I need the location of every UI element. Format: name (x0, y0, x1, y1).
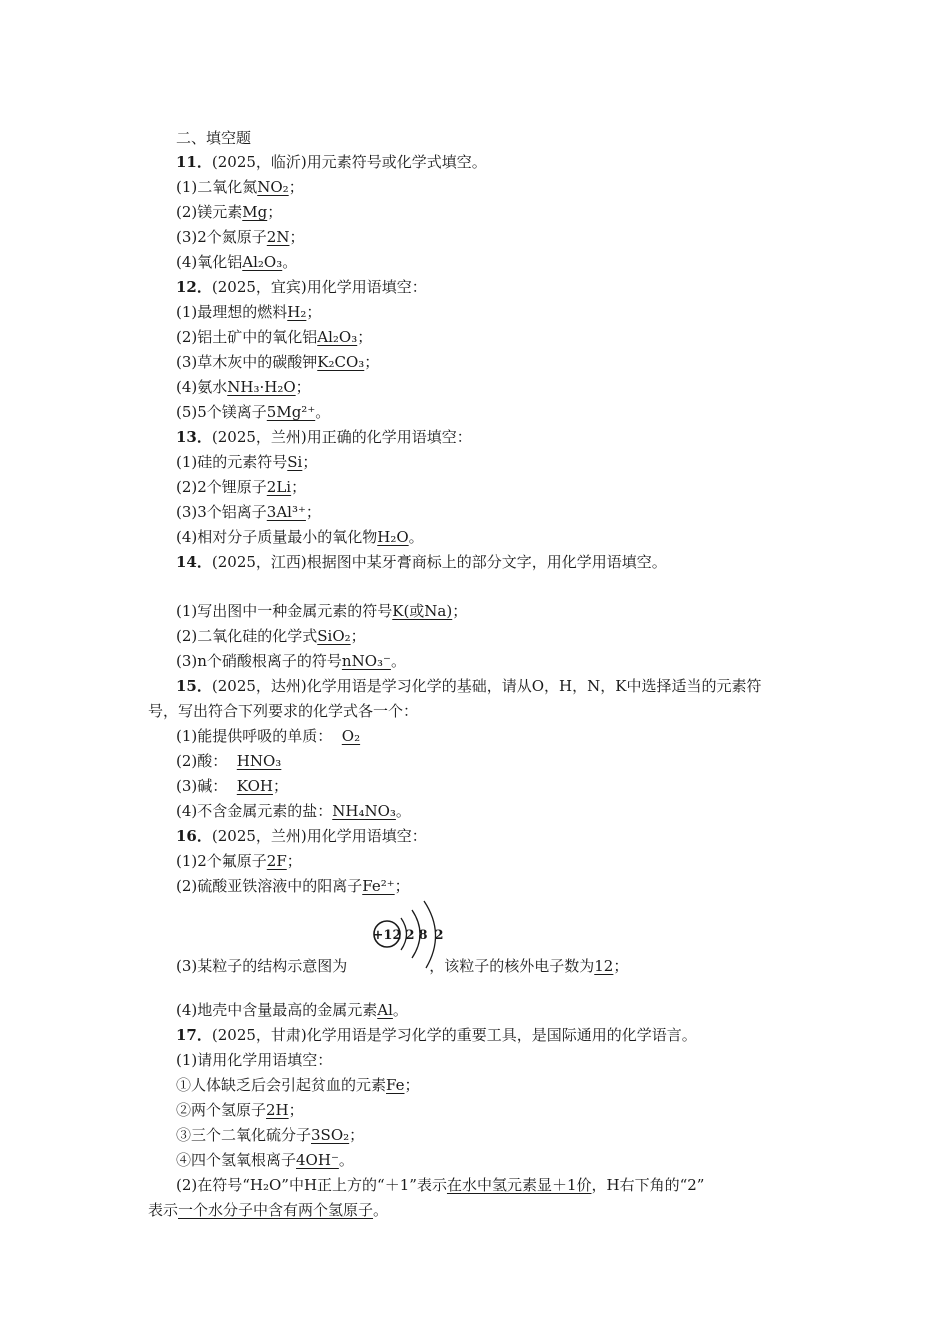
question-text: (2025，兰州)用化学用语填空： (211, 827, 427, 845)
item-tail: ； (288, 1101, 304, 1119)
item-label: ②两个氢原子 (176, 1101, 267, 1119)
answer: 4OH⁻ (296, 1151, 339, 1169)
answer: Al₂O₃ (317, 328, 358, 346)
answer: 2N (266, 228, 290, 246)
item-tail: ； (306, 303, 322, 321)
item-tail: ； (302, 453, 318, 471)
answer: H₂ (287, 303, 307, 321)
question-number: 16． (176, 827, 212, 845)
nucleus-charge: +12 (372, 928, 402, 943)
item-tail: 。 (408, 528, 424, 546)
q16-item-3 (176, 956, 628, 976)
question-12-stem (176, 277, 427, 297)
answer: Si (287, 453, 303, 471)
q13-item-2 (176, 477, 306, 497)
item-tail: ； (350, 627, 366, 645)
question-15-stem-cont: 号，写出符合下列要求的化学式各一个： (148, 702, 419, 720)
item-tail: ； (288, 178, 304, 196)
item-tail: ； (613, 957, 629, 975)
item-tail: ； (305, 503, 321, 521)
item-label: (4)氨水 (176, 378, 228, 396)
q12-item-4 (176, 377, 311, 397)
section-title: 二、填空题 (176, 129, 252, 147)
q12-item-1 (176, 302, 321, 322)
item-label: (1)硅的元素符号 (176, 453, 288, 471)
question-text: (2025，达州)化学用语是学习化学的基础，请从O，H，N，K中选择适当的元素符 (211, 677, 762, 695)
answer: SiO₂ (317, 627, 351, 645)
item-label: (3)n个硝酸根离子的符号 (176, 652, 342, 670)
shell-2-electrons: 8 (418, 928, 428, 943)
question-16-stem (176, 826, 427, 846)
q12-item-2 (176, 327, 372, 347)
q11-item-4 (176, 252, 297, 272)
shell-3-electrons: 2 (434, 928, 444, 943)
question-number: 13． (176, 428, 212, 446)
item-tail: ； (267, 203, 283, 221)
item-label: (5)5个镁离子 (176, 403, 267, 421)
answer: nNO₃⁻ (341, 652, 391, 670)
question-text: (2025，临沂)用元素符号或化学式填空。 (211, 153, 487, 171)
question-number: 11． (176, 153, 212, 171)
question-14-stem (176, 552, 667, 572)
item-text: (2)在符号“H₂O”中H正上方的“＋1”表示 (176, 1176, 447, 1194)
item-label: (4)不含金属元素的盐： (176, 802, 333, 820)
q11-item-3 (176, 227, 304, 247)
item-tail: 。 (392, 1001, 408, 1019)
item-label: (2)2个锂原子 (176, 478, 267, 496)
item-tail: 。 (395, 802, 411, 820)
item-tail: ； (404, 1076, 420, 1094)
question-text: (2025，宜宾)用化学用语填空： (211, 278, 427, 296)
item-tail: 。 (390, 652, 406, 670)
item-tail: ； (349, 1126, 365, 1144)
answer: 一个水分子中含有两个氢原子 (178, 1201, 374, 1219)
item-tail: ； (272, 777, 288, 795)
item-label: (3)2个氮原子 (176, 228, 267, 246)
item-label: (2)铝土矿中的氧化铝 (176, 328, 318, 346)
answer: Al₂O₃ (242, 253, 283, 271)
item-label: ④四个氢氧根离子 (176, 1151, 297, 1169)
q15-item-1 (176, 726, 360, 746)
q17-item-2 (176, 1100, 304, 1120)
answer: Al (377, 1001, 393, 1019)
answer: 2Li (266, 478, 292, 496)
item-tail: ； (357, 328, 373, 346)
item-tail: 。 (315, 403, 331, 421)
q14-item-3 (176, 651, 406, 671)
answer: 3Al³⁺ (266, 503, 306, 521)
item-tail: ； (452, 602, 468, 620)
question-15-stem (176, 676, 761, 696)
question-text: (2025，兰州)用正确的化学用语填空： (211, 428, 472, 446)
answer: H₂O (377, 528, 409, 546)
answer: K(或Na) (392, 602, 453, 620)
item-label: (1)最理想的燃料 (176, 303, 288, 321)
answer: Mg (242, 203, 268, 221)
item-label: (2)硫酸亚铁溶液中的阳离子 (176, 877, 363, 895)
q15-item-4 (176, 801, 411, 821)
item-label: (4)氧化铝 (176, 253, 243, 271)
q12-item-5 (176, 402, 330, 422)
item-tail: ； (364, 353, 380, 371)
q13-item-1 (176, 452, 317, 472)
item-text: ，该粒子的核外电子数为 (429, 957, 595, 975)
answer: 12 (594, 957, 614, 975)
item-label: (1)二氧化氮 (176, 178, 258, 196)
q17-item-4 (176, 1150, 354, 1170)
item-label: (4)相对分子质量最小的氧化物 (176, 528, 378, 546)
q16-item-1 (176, 851, 302, 871)
item-text: ，H右下角的“2” (591, 1176, 705, 1194)
item-tail: ； (291, 478, 307, 496)
answer: 5Mg²⁺ (266, 403, 316, 421)
q17-sub1-title: (1)请用化学用语填空： (176, 1051, 333, 1069)
question-number: 17． (176, 1026, 212, 1044)
q14-item-1 (176, 601, 467, 621)
item-label: (2)二氧化硅的化学式 (176, 627, 318, 645)
q15-item-2 (176, 751, 281, 771)
item-label: (3)某粒子的结构示意图为 (176, 957, 348, 975)
item-label: (1)2个氟原子 (176, 852, 267, 870)
question-number: 14． (176, 553, 212, 571)
item-tail: ； (394, 877, 410, 895)
q15-item-3 (176, 776, 288, 796)
question-text: (2025，甘肃)化学用语是学习化学的重要工具，是国际通用的化学语言。 (211, 1026, 697, 1044)
q13-item-3 (176, 502, 321, 522)
q17-sub2-line1 (176, 1175, 704, 1195)
answer: Fe (386, 1076, 405, 1094)
answer: 2F (266, 852, 287, 870)
q17-item-3 (176, 1125, 364, 1145)
answer: 2H (266, 1101, 289, 1119)
answer: Fe²⁺ (362, 877, 395, 895)
item-label: (3)草木灰中的碳酸钾 (176, 353, 318, 371)
question-text: (2025，江西)根据图中某牙膏商标上的部分文字，用化学用语填空。 (211, 553, 667, 571)
item-label: (4)地壳中含量最高的金属元素 (176, 1001, 378, 1019)
q14-item-2 (176, 626, 366, 646)
question-number: 15． (176, 677, 212, 695)
q12-item-3 (176, 352, 379, 372)
item-label: (1)能提供呼吸的单质： (176, 727, 333, 745)
answer: NH₃·H₂O (227, 378, 296, 396)
answer: NO₂ (257, 178, 289, 196)
item-label: (2)镁元素 (176, 203, 243, 221)
answer: NH₄NO₃ (332, 802, 396, 820)
shell-1-electrons: 2 (405, 928, 415, 943)
q17-item-1 (176, 1075, 420, 1095)
item-tail: 。 (338, 1151, 354, 1169)
item-tail: 。 (282, 253, 298, 271)
item-label: (3)碱： (176, 777, 228, 795)
q13-item-4 (176, 527, 424, 547)
question-11-stem (176, 152, 487, 172)
item-label: ③三个二氧化硫分子 (176, 1126, 312, 1144)
item-tail: ； (286, 852, 302, 870)
item-label: ①人体缺乏后会引起贫血的元素 (176, 1076, 387, 1094)
item-label: (2)酸： (176, 752, 228, 770)
item-tail: ； (295, 378, 311, 396)
q11-item-1 (176, 177, 304, 197)
q17-sub2-line2 (148, 1200, 388, 1220)
question-13-stem (176, 427, 472, 447)
item-label: (1)写出图中一种金属元素的符号 (176, 602, 393, 620)
item-tail: 。 (373, 1201, 389, 1219)
question-number: 12． (176, 278, 212, 296)
q16-item-4 (176, 1000, 408, 1020)
answer: K₂CO₃ (317, 353, 365, 371)
answer: 3SO₂ (311, 1126, 350, 1144)
q16-item-2 (176, 876, 410, 896)
answer: HNO₃ (236, 752, 282, 770)
item-text: 表示 (148, 1201, 179, 1219)
answer: 在水中氢元素显＋1价 (446, 1176, 592, 1194)
item-tail: ； (289, 228, 305, 246)
answer: KOH (236, 777, 273, 795)
answer: O₂ (341, 727, 361, 745)
question-17-stem (176, 1025, 697, 1045)
q11-item-2 (176, 202, 282, 222)
item-label: (3)3个铝离子 (176, 503, 267, 521)
